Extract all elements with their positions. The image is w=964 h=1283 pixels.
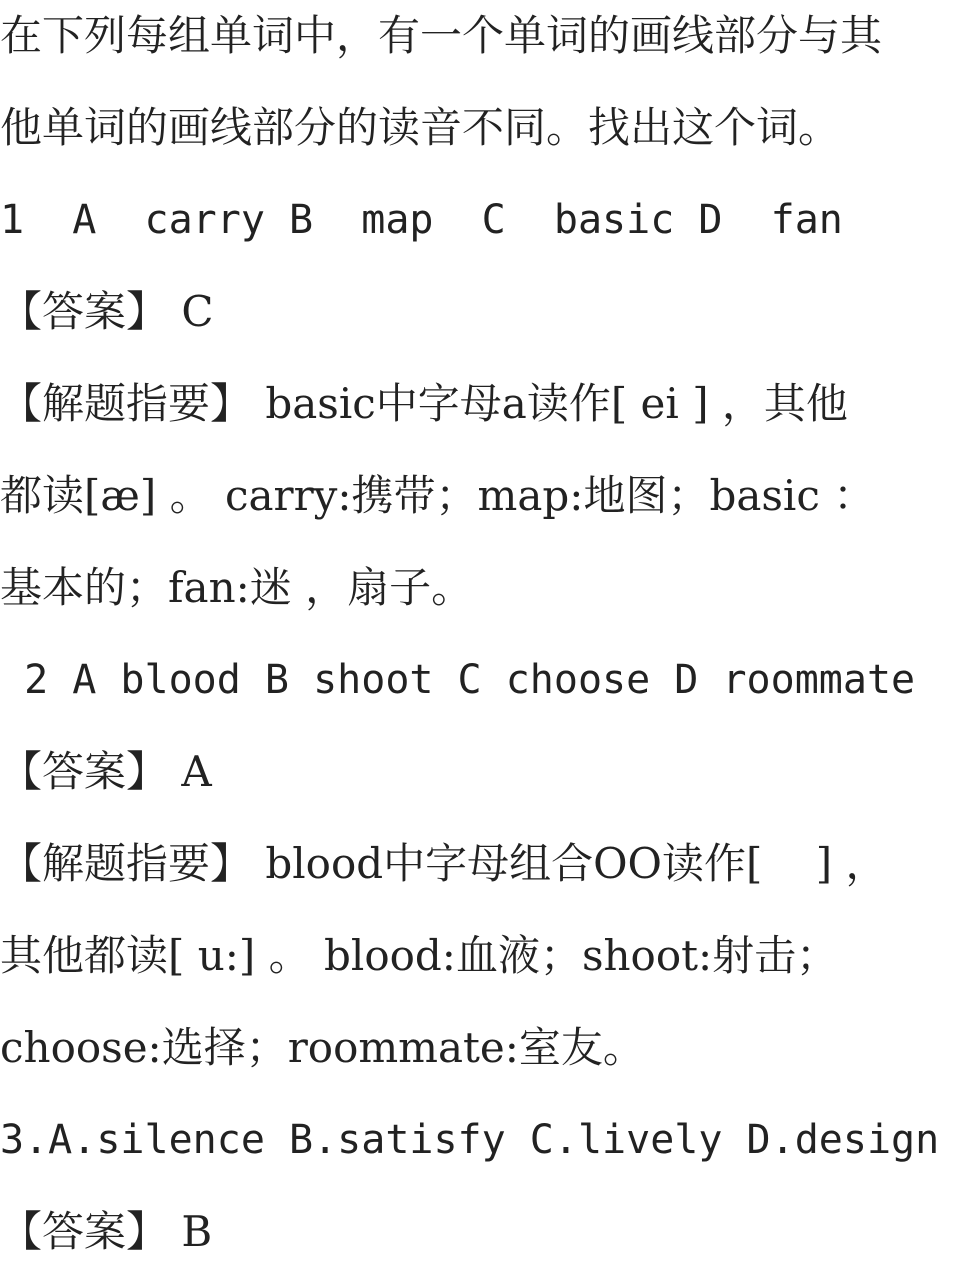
instruction-line-2: 他单词的画线部分的读音不同。找出这个词。 — [0, 103, 841, 152]
explanation-1-line-1: 【解题指要】 basic中字母a读作[ ei ] ，其他 — [0, 379, 848, 428]
explanation-1-line-3: 基本的；fan:迷 ，扇子。 — [0, 563, 474, 612]
instruction-line-1: 在下列每组单词中，有一个单词的画线部分与其 — [0, 11, 883, 60]
explanation-2-line-2: 其他都读[ u:] 。 blood:血液；shoot:射击； — [0, 931, 839, 980]
explanation-1-line-2: 都读[æ] 。 carry:携带；map:地图；basic ： — [0, 471, 876, 520]
answer-1: 【答案】 C — [0, 287, 214, 336]
explanation-2-line-3: choose:选择；roommate:室友。 — [0, 1023, 645, 1072]
answer-2: 【答案】 A — [0, 747, 212, 796]
question-1: 1 A carry B map C basic D fan — [0, 197, 843, 243]
question-3: 3.A.silence B.satisfy C.lively D.design — [0, 1117, 940, 1163]
explanation-2-line-1: 【解题指要】 blood中字母组合OO读作[ ] ， — [0, 839, 888, 888]
answer-3: 【答案】 B — [0, 1207, 213, 1256]
question-2: 2 A blood B shoot C choose D roommate — [0, 657, 916, 703]
